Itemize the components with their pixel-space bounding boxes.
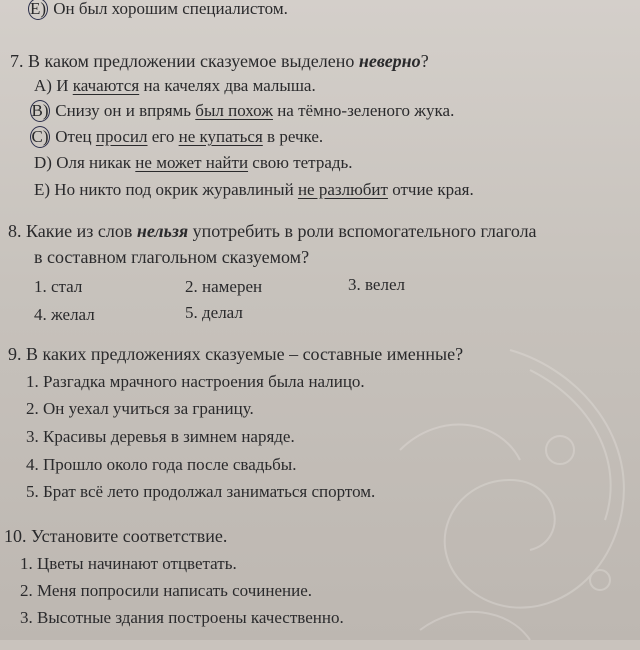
question-text: В каком предложении сказуемое выделено [28,51,355,71]
option-text: на тёмно-зеленого жука. [277,101,455,120]
q9-item: 5. Брат всё лето продолжал заниматься спортом. [26,482,376,501]
option-text: Но никто под окрик журавлиный [54,180,294,199]
q8-option: 1. стал [34,277,83,296]
option-text: в речке. [267,127,324,146]
question-mark: ? [420,51,429,71]
q8-option: 3. велел [348,275,405,294]
previous-answer-line [29,0,288,20]
q7-option-b [31,100,455,122]
option-text: отчие края. [392,180,474,199]
option-text: Оля никак [56,153,132,172]
q9-item: 2. Он уехал учиться за границу. [26,399,254,418]
answer-text: Он был хорошим специалистом. [53,0,288,18]
q8-option: 4. желал [34,305,95,324]
underlined-predicate: качаются [72,76,140,95]
question-text: Какие из слов [26,221,133,241]
option-letter: D) [34,153,52,172]
paisley-ornament [360,330,640,650]
option-letter: E) [34,180,51,199]
emphasized-word: неверно [358,51,421,71]
question-number: 8. [8,221,22,241]
underlined-predicate: просил [95,127,148,146]
question-7-title [10,51,429,71]
answer-mark-circle: В) [31,101,49,120]
q10-item: 2. Меня попросили написать сочинение. [20,581,312,600]
option-text: его [151,127,175,146]
underlined-predicate: не может найти [135,153,249,172]
option-text: Снизу он и впрямь [55,101,192,120]
question-number: 7. [10,51,24,71]
option-text: И [56,76,69,95]
q7-option-a [34,76,316,96]
q9-item: 1. Разгадка мрачного настроения была налицо. [26,372,365,391]
q8-option: 5. делал [185,303,243,322]
question-8-title [8,221,537,241]
q9-item: 3. Красивы деревья в зимнем наряде. [26,427,295,446]
q10-item: 1. Цветы начинают отцветать. [20,554,237,573]
question-8-title-line2: в составном глагольном сказуемом? [34,247,310,267]
question-text: употребить в роли вспомогательного глагола [192,221,537,241]
q7-option-c [31,126,324,148]
option-text: на качелях два малыша. [143,76,316,95]
q7-option-d [34,153,353,173]
underlined-predicate: не разлюбит [297,180,388,199]
emphasized-word: нельзя [136,221,189,241]
q9-item: 4. Прошло около года после свадьбы. [26,455,297,474]
option-letter: А) [34,76,52,95]
question-10-title: 10. Установите соответствие. [4,526,228,546]
answer-mark-circle: E) [29,0,47,18]
question-9-title: 9. В каких предложениях сказуемые – составные именные? [8,344,464,364]
option-text: свою тетрадь. [252,153,353,172]
underlined-predicate: не купаться [178,127,263,146]
q10-item: 3. Высотные здания построены качественно. [20,608,344,627]
answer-mark-circle: С) [31,127,49,146]
q8-option: 2. намерен [185,277,263,296]
q7-option-e [34,180,474,200]
option-text: Отец [55,127,92,146]
underlined-predicate: был похож [195,101,273,120]
